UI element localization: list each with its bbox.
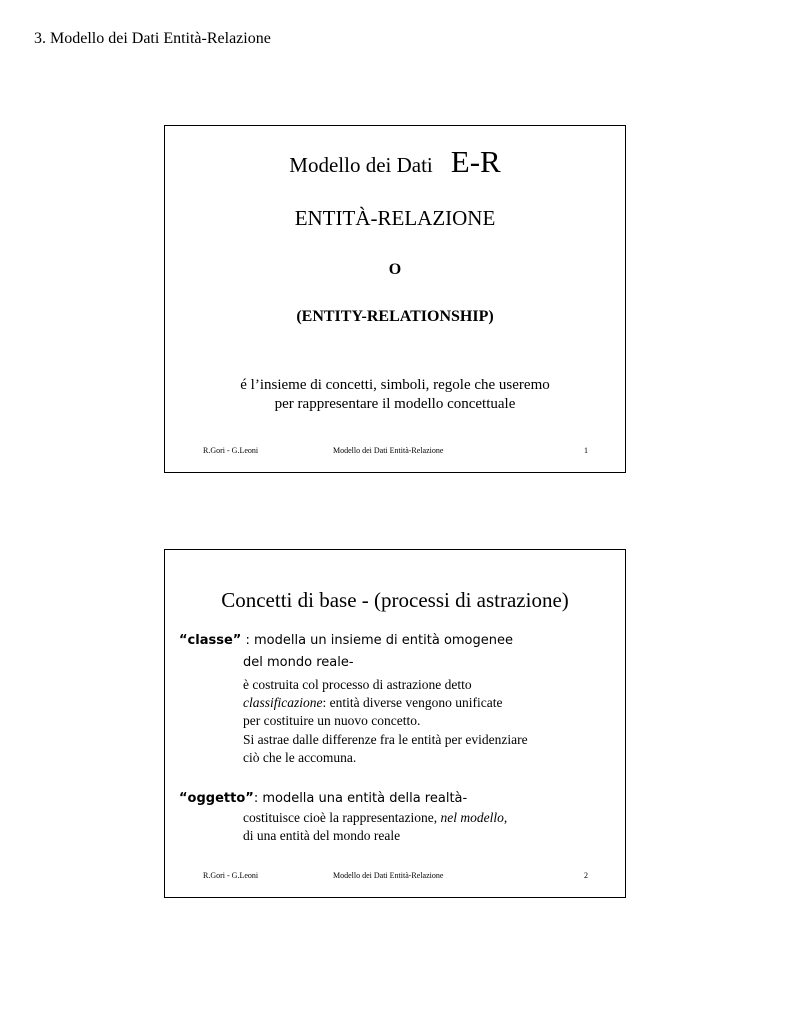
slide-1 [164,125,626,473]
classe-line: per costituire un nuovo concetto. [243,713,421,728]
slide-title [165,144,625,180]
oggetto-line: di una entità del mondo reale [243,828,401,843]
oggetto-term: “oggetto” [179,791,254,806]
english-title: (ENTITY-RELATIONSHIP) [296,308,494,325]
classe-def-text: : modella un insieme di entità omogenee [241,633,513,648]
oggetto-definition [179,791,467,806]
or-word: O [388,261,402,278]
footer-author: R.Gori - G.Leoni [203,871,259,880]
oggetto-line [243,810,507,826]
classe-definition [179,633,513,648]
classificazione-term: classificazione [243,695,323,710]
slide-subtitle: ENTITÀ-RELAZIONE [294,206,496,230]
footer-page-number: 1 [584,446,588,455]
nel-modello-term: nel modello [440,810,504,825]
classe-line: ciò che le accomuna. [243,750,357,765]
slide-title-main: Modello dei Dati [289,153,433,177]
oggetto-line-b: , [503,810,508,825]
footer-author: R.Gori - G.Leoni [203,446,259,455]
footer-title: Modello dei Dati Entità-Relazione [333,446,444,455]
slide-description [165,376,625,414]
classe-line: Si astrae dalle differenze fra le entità per evidenziare [243,732,528,747]
oggetto-line-a: costituisce cioè la rappresentazione, [243,810,441,825]
classe-line [243,695,502,711]
description-line: é l’insieme di concetti, simboli, regole che useremo [240,377,550,393]
slide-title: Concetti di base - (processi di astrazione) [221,588,569,612]
classe-line: è costruita col processo di astrazione detto [243,677,472,692]
classe-term: “classe” [179,633,242,648]
page-header: 3. Modello dei Dati Entità-Relazione [34,30,271,47]
footer-page-number: 2 [584,871,588,880]
slide-2 [164,549,626,898]
classe-line-rest: : entità diverse vengono unificate [322,695,503,710]
classe-def-continuation: del mondo reale- [243,655,354,670]
description-line: per rappresentare il modello concettuale [274,396,516,412]
slide-title-er: E-R [450,144,501,179]
footer-title: Modello dei Dati Entità-Relazione [333,871,444,880]
oggetto-def-text: : modella una entità della realtà- [253,791,468,806]
